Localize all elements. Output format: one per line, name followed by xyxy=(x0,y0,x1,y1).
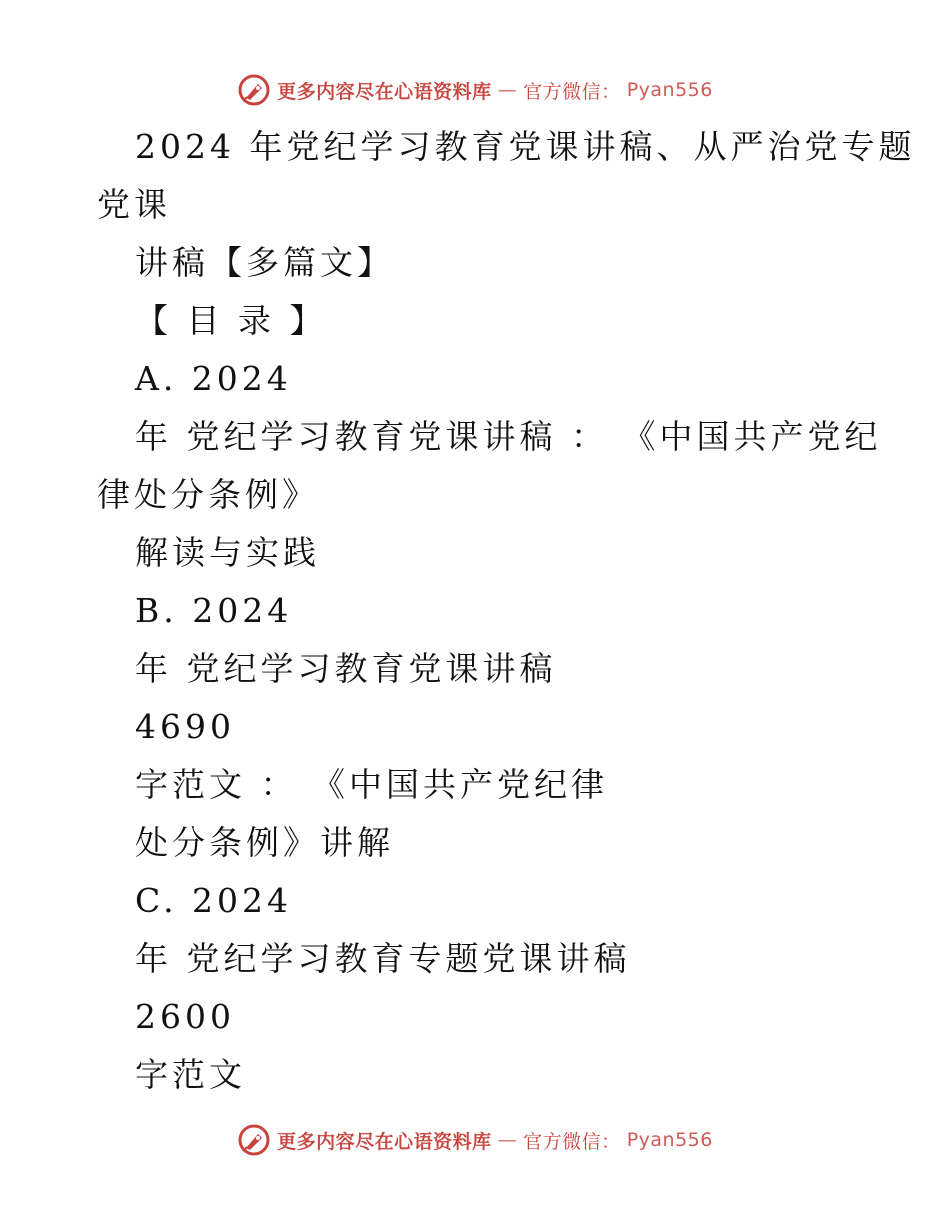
banner-dash: — xyxy=(497,1129,518,1151)
document-body xyxy=(97,118,916,1104)
toc-item-a-line-2: 律处分条例》 xyxy=(97,475,319,514)
banner-main-text: 更多内容尽在心语资料库 xyxy=(277,80,492,103)
title-line-1: 2024 年党纪学习教育党课讲稿、从严治党专题 xyxy=(135,127,916,166)
toc-item-a-label: A. 2024 xyxy=(135,359,292,398)
header-banner xyxy=(0,70,950,110)
banner-dash: — xyxy=(497,79,518,101)
banner-main-text: 更多内容尽在心语资料库 xyxy=(277,1130,492,1153)
banner-wechat-id: Pyan556 xyxy=(626,1129,713,1151)
title-line-3: 讲稿【多篇文】 xyxy=(135,243,394,282)
footer-banner xyxy=(0,1120,950,1160)
toc-heading: 【 目 录 】 xyxy=(135,301,327,340)
pen-nib-logo-icon xyxy=(237,1123,271,1157)
banner-wechat-id: Pyan556 xyxy=(626,79,713,101)
toc-item-b-line-2: 4690 xyxy=(135,707,235,746)
toc-item-a-line-3: 解读与实践 xyxy=(135,533,320,572)
toc-item-b-line-1: 年 党纪学习教育党课讲稿 xyxy=(135,649,557,688)
title-line-2: 党课 xyxy=(97,185,171,224)
toc-item-a-line-1: 年 党纪学习教育党课讲稿 ： 《中国共产党纪 xyxy=(135,417,882,456)
toc-item-b-line-3: 字范文 ： 《中国共产党纪律 xyxy=(135,765,608,804)
toc-item-c-line-2: 2600 xyxy=(135,997,235,1036)
banner-wechat-label: 官方微信： xyxy=(523,1130,621,1153)
toc-item-c-label: C. 2024 xyxy=(135,881,293,920)
toc-item-c-line-3: 字范文 xyxy=(135,1055,246,1094)
pen-nib-logo-icon xyxy=(237,73,271,107)
banner-wechat-label: 官方微信： xyxy=(523,80,621,103)
toc-item-b-label: B. 2024 xyxy=(135,591,293,630)
toc-item-c-line-1: 年 党纪学习教育专题党课讲稿 xyxy=(135,939,631,978)
toc-item-b-line-4: 处分条例》讲解 xyxy=(135,823,394,862)
